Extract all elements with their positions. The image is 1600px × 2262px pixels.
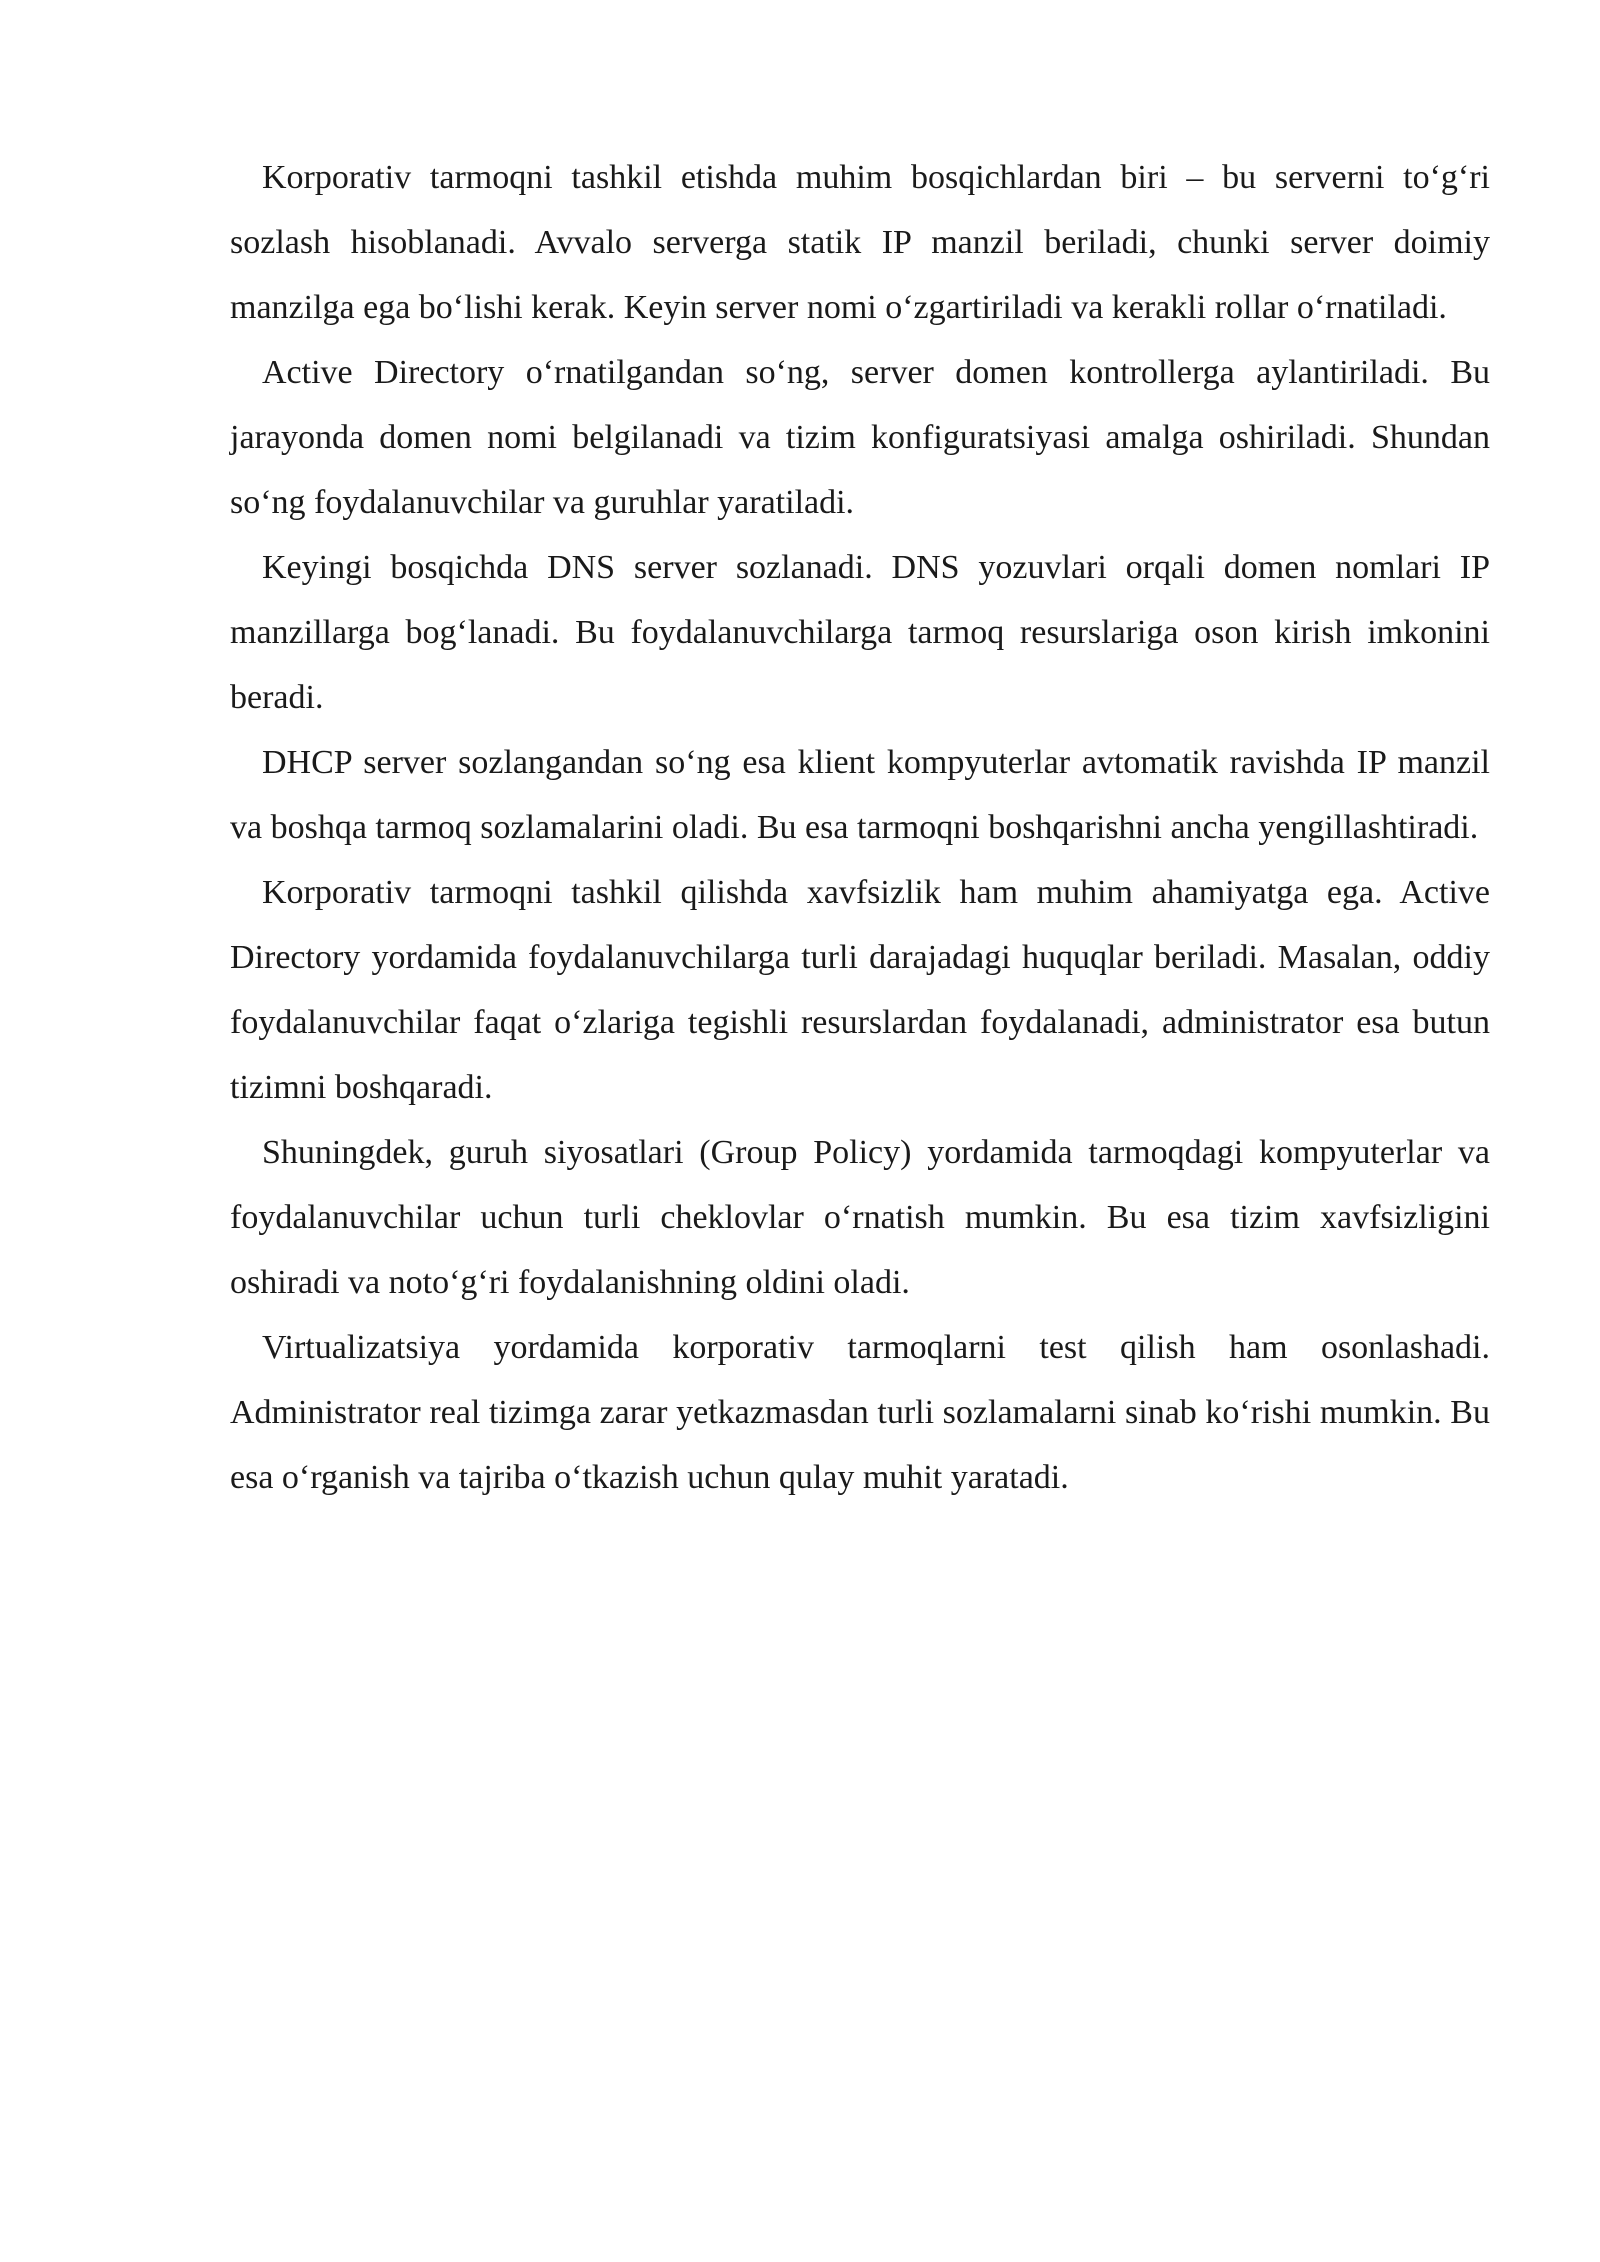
paragraph: Korporativ tarmoqni tashkil qilishda xavfsizlik ham muhim ahamiyatga ega. Active Directory yordamida foydalanuvchilarga turli darajadagi huquqlar beriladi. Masalan, oddiy foydalanuvchilar faqat o‘zlariga tegishli resurslardan foydalanadi, administrator esa butun tizimni boshqaradi. [230,874,1490,1106]
paragraph: DHCP server sozlangandan so‘ng esa klient kompyuterlar avtomatik ravishda IP manzil va boshqa tarmoq sozlamalarini oladi. Bu esa tarmoqni boshqarishni ancha yengillashtiradi. [230,744,1490,846]
paragraph: Shuningdek, guruh siyosatlari (Group Policy) yordamida tarmoqdagi kompyuterlar va foydalanuvchilar uchun turli cheklovlar o‘rnatish mumkin. Bu esa tizim xavfsizligini oshiradi va noto‘g‘ri foydalanishning oldini oladi. [230,1134,1490,1301]
paragraph: Virtualizatsiya yordamida korporativ tarmoqlarni test qilish ham osonlashadi. Administrator real tizimga zarar yetkazmasdan turli sozlamalarni sinab ko‘rishi mumkin. Bu esa o‘rganish va tajriba o‘tkazish uchun qulay muhit yaratadi. [230,1329,1490,1496]
paragraph: Keyingi bosqichda DNS server sozlanadi. DNS yozuvlari orqali domen nomlari IP manzillarga bog‘lanadi. Bu foydalanuvchilarga tarmoq resurslariga oson kirish imkonini beradi. [230,549,1490,716]
paragraph: Active Directory o‘rnatilgandan so‘ng, server domen kontrollerga aylantiriladi. Bu jarayonda domen nomi belgilanadi va tizim konfiguratsiyasi amalga oshiriladi. Shundan so‘ng foydalanuvchilar va guruhlar yaratiladi. [230,354,1490,521]
paragraph: Korporativ tarmoqni tashkil etishda muhim bosqichlardan biri – bu serverni to‘g‘ri sozlash hisoblanadi. Avvalo serverga statik IP manzil beriladi, chunki server doimiy manzilga ega bo‘lishi kerak. Keyin server nomi o‘zgartiriladi va kerakli rollar o‘rnatiladi. [230,159,1490,326]
document-body [230,145,1490,1510]
